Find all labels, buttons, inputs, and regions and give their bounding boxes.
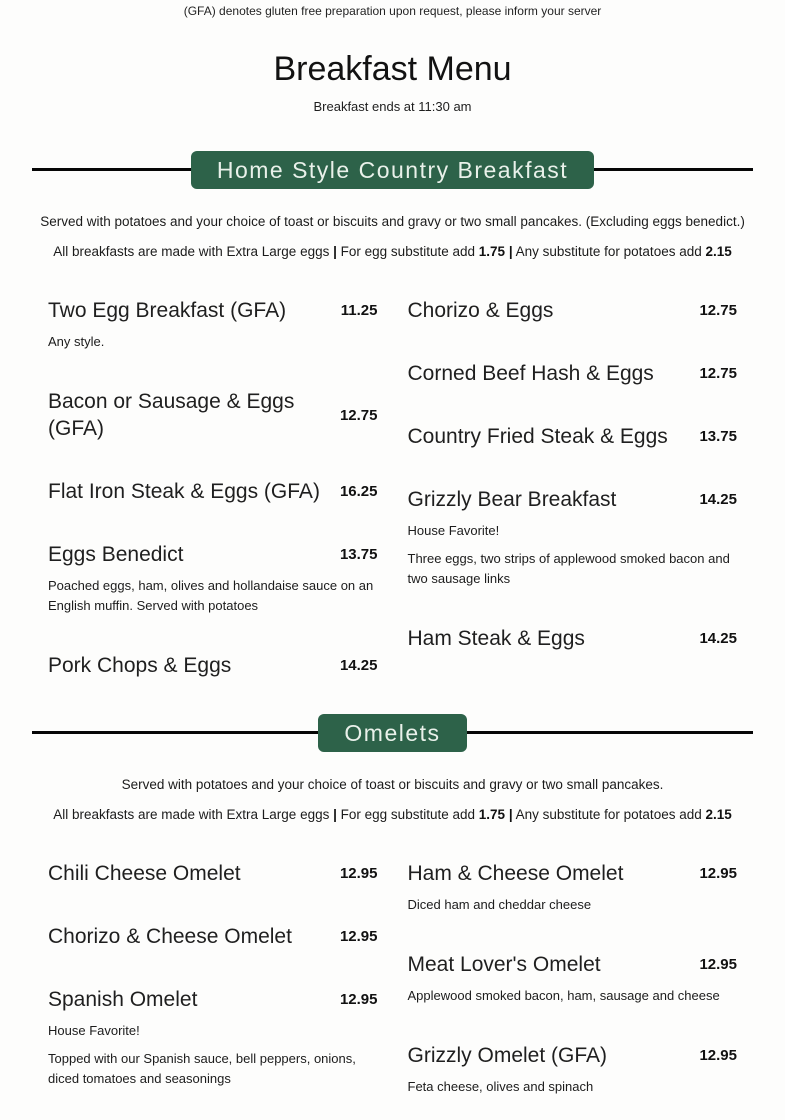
menu-item-meat-lovers-omelet: [408, 951, 738, 1006]
menu-column-left: [48, 297, 378, 679]
item-header: [408, 360, 738, 387]
item-header: [408, 486, 738, 513]
gluten-free-note: (GFA) denotes gluten free preparation upon request, please inform your server: [183, 4, 602, 18]
item-price: 12.95: [339, 991, 378, 1008]
item-price: 12.95: [699, 1047, 737, 1064]
item-header: [48, 388, 378, 442]
item-header: [48, 541, 378, 568]
item-name: Country Fried Steak & Eggs: [407, 425, 668, 448]
menu-column-left: [48, 860, 378, 1097]
potato-substitute-price: 2.15: [705, 244, 732, 259]
pricing-note-separator: |: [508, 807, 513, 822]
item-description: Any style.: [48, 334, 105, 349]
menu-item-corned-beef-hash-eggs: [408, 360, 738, 387]
item-price: 12.95: [699, 865, 737, 882]
egg-substitute-label: For egg substitute add: [340, 807, 475, 822]
menu-column-right: [408, 297, 738, 679]
item-price: 12.75: [699, 365, 737, 382]
item-name: Bacon or Sausage & Eggs (GFA): [48, 390, 295, 440]
page-title: Breakfast Menu: [273, 50, 512, 88]
item-price: 14.25: [699, 491, 737, 508]
item-price: 12.95: [339, 928, 378, 945]
item-name: Grizzly Bear Breakfast: [407, 488, 617, 511]
item-header: [408, 423, 738, 450]
item-favorite-note: House Favorite!: [48, 1023, 140, 1038]
item-header: [48, 986, 378, 1013]
section-banner-row: [0, 713, 785, 752]
item-name: Ham Steak & Eggs: [407, 627, 585, 650]
menu-item-two-egg-breakfast: [48, 297, 378, 352]
menu-columns: [0, 297, 785, 679]
item-price: 16.25: [339, 483, 378, 500]
item-header: [48, 478, 378, 505]
item-name: Eggs Benedict: [48, 543, 184, 566]
item-name: Meat Lover's Omelet: [407, 953, 601, 976]
item-header: [48, 297, 378, 324]
section-omelets: [0, 713, 785, 1097]
pricing-note-separator: |: [333, 807, 337, 822]
menu-item-eggs-benedict: [48, 541, 378, 616]
item-name: Flat Iron Steak & Eggs (GFA): [48, 480, 320, 503]
item-description: Poached eggs, ham, olives and hollandaise sauce on an English muffin. Served with potatoes: [48, 578, 374, 613]
item-header: [48, 860, 378, 887]
menu-item-country-fried-steak-eggs: [408, 423, 738, 450]
item-name: Corned Beef Hash & Eggs: [407, 362, 654, 385]
item-header: [408, 951, 738, 978]
menu-item-grizzly-omelet: [408, 1042, 738, 1097]
pricing-note-separator: |: [333, 244, 337, 259]
item-price: 12.75: [339, 406, 378, 424]
serving-note: Served with potatoes and your choice of toast or biscuits and gravy or two small pancakes.: [121, 777, 664, 792]
menu-item-grizzly-bear-breakfast: [408, 486, 738, 589]
item-name: Spanish Omelet: [48, 988, 198, 1011]
section-title-banner: Home Style Country Breakfast: [191, 151, 594, 189]
section-banner-row: [0, 150, 785, 189]
egg-substitute-price: 1.75: [478, 807, 506, 822]
item-description: Diced ham and cheddar cheese: [407, 897, 592, 912]
item-description: Applewood smoked bacon, ham, sausage and cheese: [407, 988, 720, 1003]
item-description: Topped with our Spanish sauce, bell peppers, onions, diced tomatoes and seasonings: [48, 1051, 356, 1086]
item-header: [48, 652, 378, 679]
item-name: Chorizo & Eggs: [407, 299, 554, 322]
item-name: Grizzly Omelet (GFA): [407, 1044, 608, 1067]
menu-columns: [0, 860, 785, 1097]
menu-item-chorizo-eggs: [408, 297, 738, 324]
menu-item-chili-cheese-omelet: [48, 860, 378, 887]
pricing-note-lead: All breakfasts are made with Extra Large eggs: [53, 244, 330, 259]
egg-substitute-label: For egg substitute add: [340, 244, 475, 259]
menu-item-ham-cheese-omelet: [408, 860, 738, 915]
item-price: 14.25: [699, 630, 737, 647]
section-title-banner: Omelets: [318, 714, 466, 752]
menu-item-chorizo-cheese-omelet: [48, 923, 378, 950]
item-price: 12.95: [699, 956, 737, 973]
item-description: Three eggs, two strips of applewood smoked bacon and two sausage links: [407, 551, 730, 586]
item-price: 14.25: [339, 657, 378, 674]
potato-substitute-label: Any substitute for potatoes add: [515, 244, 702, 259]
breakfast-hours-note: Breakfast ends at 11:30 am: [313, 99, 472, 114]
item-price: 13.75: [339, 546, 378, 563]
pricing-note: [0, 805, 785, 824]
item-name: Ham & Cheese Omelet: [407, 862, 624, 885]
item-header: [408, 297, 738, 324]
item-header: [408, 1042, 738, 1069]
item-name: Two Egg Breakfast (GFA): [48, 299, 287, 322]
item-name: Chili Cheese Omelet: [48, 862, 241, 885]
menu-item-pork-chops-eggs: [48, 652, 378, 679]
menu-item-flat-iron-steak-eggs: [48, 478, 378, 505]
potato-substitute-label: Any substitute for potatoes add: [515, 807, 702, 822]
item-price: 13.75: [699, 428, 737, 445]
section-home-style-country-breakfast: [0, 150, 785, 679]
egg-substitute-price: 1.75: [478, 244, 506, 259]
menu-column-right: [408, 860, 738, 1097]
potato-substitute-price: 2.15: [705, 807, 732, 822]
menu-item-spanish-omelet: [48, 986, 378, 1089]
item-price: 12.75: [699, 302, 737, 319]
item-header: [408, 860, 738, 887]
item-price: 11.25: [340, 302, 378, 319]
pricing-note-separator: |: [508, 244, 513, 259]
menu-item-bacon-or-sausage-eggs: [48, 388, 378, 442]
item-header: [48, 923, 378, 950]
item-header: [408, 625, 738, 652]
item-description: Feta cheese, olives and spinach: [407, 1079, 594, 1094]
item-name: Chorizo & Cheese Omelet: [48, 925, 292, 948]
item-name: Pork Chops & Eggs: [48, 654, 232, 677]
item-favorite-note: House Favorite!: [407, 523, 500, 538]
serving-note: Served with potatoes and your choice of toast or biscuits and gravy or two small pancakes. (Excluding eggs benedict.): [40, 214, 745, 229]
pricing-note-lead: All breakfasts are made with Extra Large eggs: [53, 807, 330, 822]
item-price: 12.95: [339, 865, 378, 882]
menu-item-ham-steak-eggs: [408, 625, 738, 652]
pricing-note: [0, 242, 785, 261]
